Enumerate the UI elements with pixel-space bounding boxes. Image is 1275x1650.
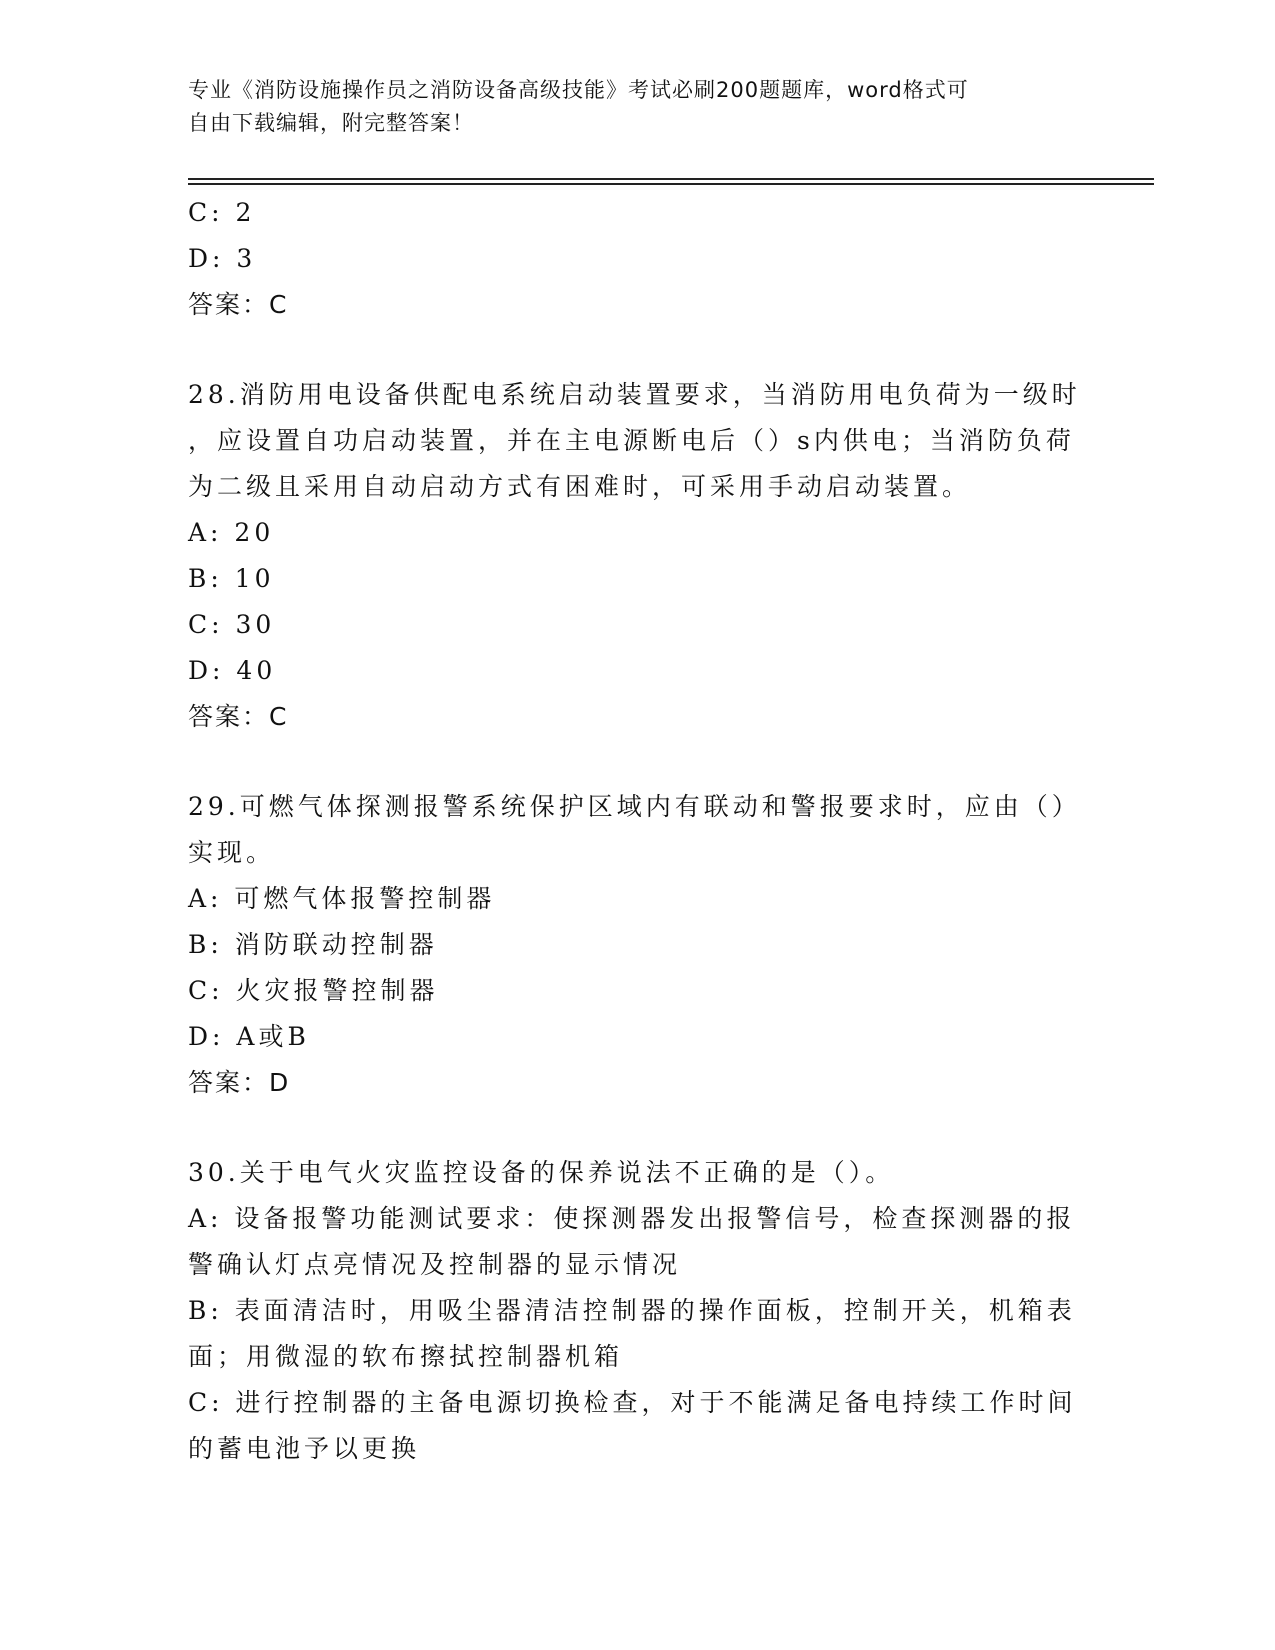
spacer: [188, 740, 1088, 784]
option-d: D: A或B: [188, 1022, 310, 1051]
header-divider-top: [188, 178, 1154, 180]
option-b: B: 10: [188, 564, 275, 593]
question-stem-line: 为二级且采用自动启动方式有困难时，可采用手动启动装置。: [188, 472, 972, 501]
option-a-line: A: 设备报警功能测试要求：使探测器发出报警信号，检查探测器的报: [188, 1204, 1076, 1233]
question-stem-line: 28.消防用电设备供配电系统启动装置要求，当消防用电负荷为一级时: [188, 380, 1081, 409]
question-27-tail: [188, 190, 1088, 328]
question-30: [188, 1150, 1088, 1472]
option-a-line: 警确认灯点亮情况及控制器的显示情况: [188, 1250, 682, 1279]
question-29: [188, 784, 1088, 1106]
option-a: A: 可燃气体报警控制器: [188, 884, 496, 913]
document-header: [188, 74, 1068, 140]
question-stem-line: ，应设置自功启动装置，并在主电源断电后（）s内供电；当消防负荷: [188, 426, 1075, 455]
answer-line: 答案：C: [188, 290, 289, 319]
answer-line: 答案：C: [188, 702, 289, 731]
option-c: C: 火灾报警控制器: [188, 976, 439, 1005]
option-c: C: 2: [188, 198, 256, 227]
option-c-line: 的蓄电池予以更换: [188, 1434, 421, 1463]
spacer: [188, 1106, 1088, 1150]
option-d: D: 3: [188, 244, 257, 273]
header-line-2: 自由下载编辑，附完整答案！: [188, 111, 474, 135]
question-stem-line: 30.关于电气火灾监控设备的保养说法不正确的是（）。: [188, 1158, 895, 1187]
spacer: [188, 328, 1088, 372]
document-body: [188, 190, 1088, 1472]
option-a: A: 20: [188, 518, 275, 547]
question-28: [188, 372, 1088, 740]
option-c: C: 30: [188, 610, 276, 639]
option-b-line: B: 表面清洁时，用吸尘器清洁控制器的操作面板，控制开关，机箱表: [188, 1296, 1076, 1325]
question-stem-line: 29.可燃气体探测报警系统保护区域内有联动和警报要求时，应由（）: [188, 792, 1081, 821]
option-d: D: 40: [188, 656, 277, 685]
question-stem-line: 实现。: [188, 838, 276, 867]
option-c-line: C: 进行控制器的主备电源切换检查，对于不能满足备电持续工作时间: [188, 1388, 1077, 1417]
header-line-1: 专业《消防设施操作员之消防设备高级技能》考试必刷200题题库，word格式可: [188, 78, 969, 102]
answer-line: 答案：D: [188, 1068, 291, 1097]
option-b: B: 消防联动控制器: [188, 930, 438, 959]
option-b-line: 面；用微湿的软布擦拭控制器机箱: [188, 1342, 624, 1371]
header-divider-bottom: [188, 183, 1154, 185]
